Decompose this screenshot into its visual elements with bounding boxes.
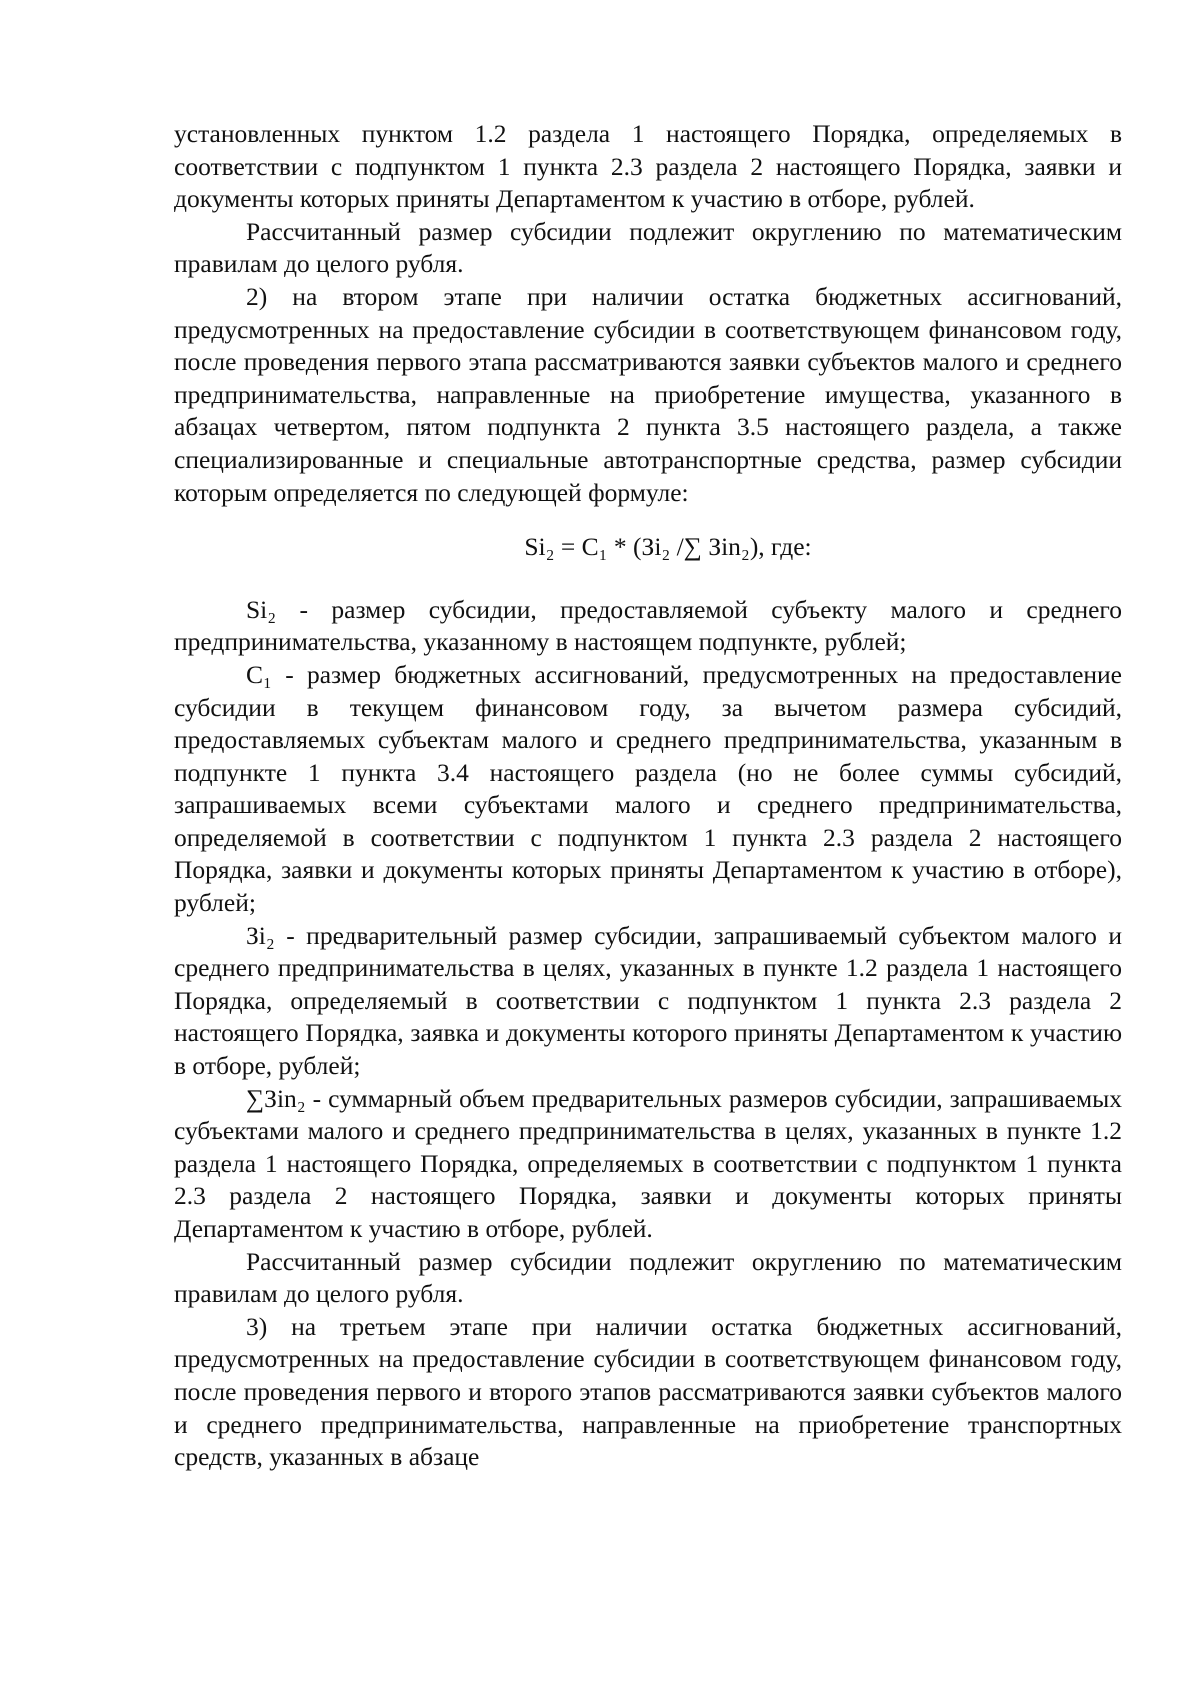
paragraph-si2-definition: Si₂ - размер субсидии, предоставляемой субъекту малого и среднего предпринимательства, указанному в настоящем подпункте, рублей; (174, 594, 1122, 657)
paragraph-sum-zin2-definition: ∑Зin₂ - суммарный объем предварительных размеров субсидии, запрашиваемых субъектами малого и среднего предпринимательства в целях, указанных в пункте 1.2 раздела 1 настоящего Порядка, определяемых в соответствии с подпунктом 1 пункта 2.3 раздела 2 настоящего Порядка, заявки и документы которых приняты Департаментом к участию в отборе, рублей. (174, 1083, 1122, 1243)
document-page (174, 118, 1122, 1474)
paragraph-rounding-note-2: Рассчитанный размер субсидии подлежит округлению по математическим правилам до целого рубля. (174, 1246, 1122, 1309)
paragraph-zi2-definition: Зi₂ - предварительный размер субсидии, запрашиваемый субъектом малого и среднего предпринимательства в целях, указанных в пункте 1.2 раздела 1 настоящего Порядка, определяемый в соответствии с подпунктом 1 пункта 2.3 раздела 2 настоящего Порядка, заявка и документы которого приняты Департаментом к участию в отборе, рублей; (174, 920, 1122, 1081)
paragraph-rounding-note: Рассчитанный размер субсидии подлежит округлению по математическим правилам до целого рубля. (174, 216, 1122, 279)
paragraph-third-stage: 3) на третьем этапе при наличии остатка бюджетных ассигнований, предусмотренных на предоставление субсидии в соответствующем финансовом году, после проведения первого и второго этапов рассматриваются заявки субъектов малого и среднего предпринимательства, направленные на приобретение транспортных средств, указанных в абзаце (174, 1311, 1122, 1472)
paragraph-c1-definition: C₁ - размер бюджетных ассигнований, предусмотренных на предоставление субсидии в текущем финансовом году, за вычетом размера субсидий, предоставляемых субъектам малого и среднего предпринимательства, указанным в подпункте 1 пункта 3.4 настоящего раздела (но не более суммы субсидий, запрашиваемых всеми субъектами малого и среднего предпринимательства, определяемой в соответствии с подпунктом 1 пункта 2.3 раздела 2 настоящего Порядка, заявки и документы которых приняты Департаментом к участию в отборе), рублей; (174, 659, 1122, 918)
formula-line: Si₂ = C₁ * (Зi₂ /∑ Зin₂), где: (524, 532, 812, 562)
paragraph-second-stage: 2) на втором этапе при наличии остатка бюджетных ассигнований, предусмотренных на предоставление субсидии в соответствующем финансовом году, после проведения первого этапа рассматриваются заявки субъектов малого и среднего предпринимательства, направленные на приобретение имущества, указанного в абзацах четвертом, пятом подпункта 2 пункта 3.5 настоящего раздела, а также специализированные и специальные автотранспортные средства, размер субсидии которым определяется по следующей формуле: (174, 281, 1122, 507)
paragraph-continuation: установленных пунктом 1.2 раздела 1 настоящего Порядка, определяемых в соответствии с подпунктом 1 пункта 2.3 раздела 2 настоящего Порядка, заявки и документы которых приняты Департаментом к участию в отборе, рублей. (174, 119, 1122, 214)
